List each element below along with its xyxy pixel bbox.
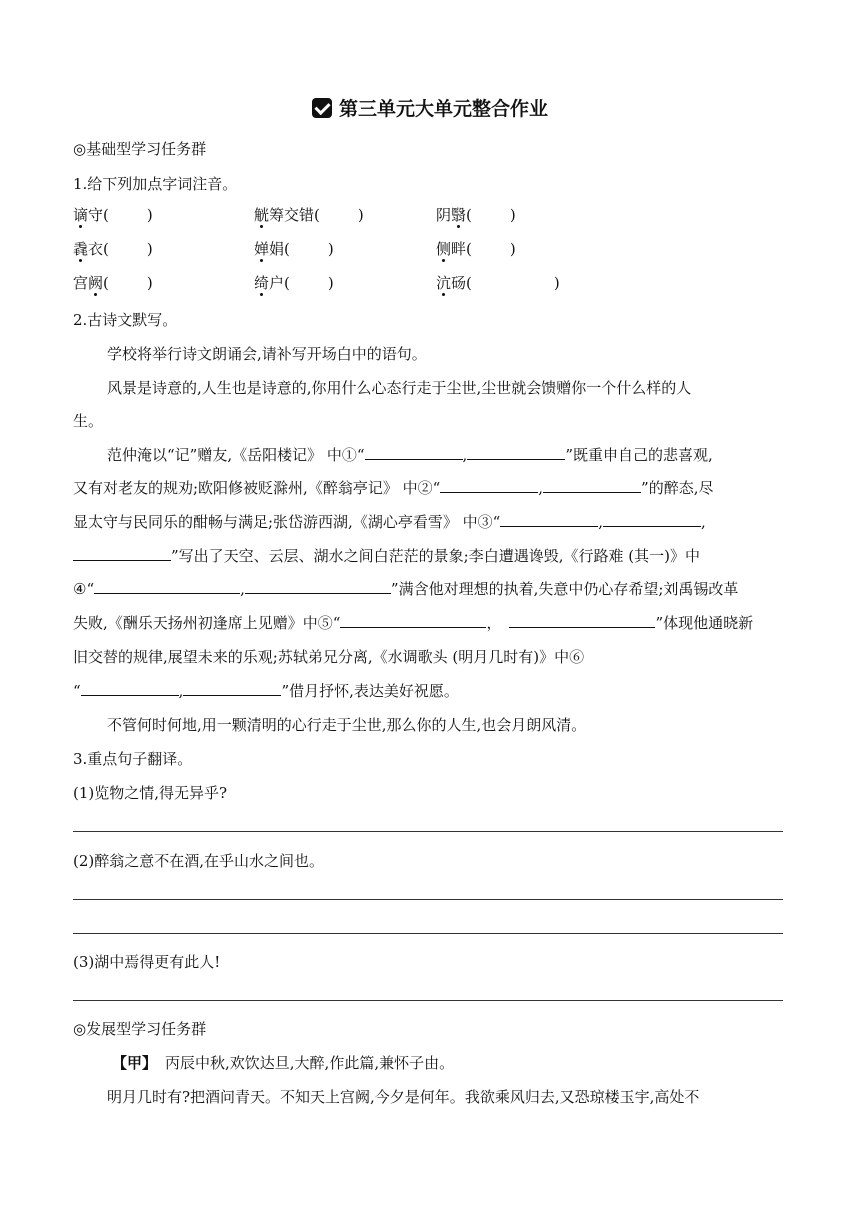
- q2-para-line: “ , ”借月抒怀,表达美好祝愿。: [73, 682, 459, 700]
- answer-blank[interactable]: [509, 613, 655, 628]
- q2-intro: 学校将举行诗文朗诵会,请补写开场白中的语句。: [107, 345, 427, 363]
- pinyin-item: 觥筹交错( ): [254, 206, 364, 224]
- pinyin-item: 婵娟( ): [254, 240, 334, 258]
- pinyin-item: 侧畔( ): [436, 240, 516, 258]
- pinyin-item: 沆砀( ): [436, 274, 560, 292]
- answer-blank[interactable]: [365, 445, 463, 460]
- answer-blank[interactable]: [500, 512, 598, 527]
- answer-blank[interactable]: [340, 613, 486, 628]
- section-development-heading: ◎发展型学习任务群: [73, 1020, 207, 1038]
- answer-blank[interactable]: [603, 512, 701, 527]
- answer-blank[interactable]: [183, 681, 281, 696]
- answer-blank[interactable]: [543, 478, 641, 493]
- pinyin-item: 绮户( ): [254, 274, 334, 292]
- q2-para-line: 失败,《酬乐天扬州初逢席上见赠》中⑤“ ， ”体现他通晓新: [73, 614, 754, 632]
- answer-blank[interactable]: [245, 579, 391, 594]
- pinyin-item: 谪守( ): [73, 206, 153, 224]
- answer-blank[interactable]: [73, 546, 171, 561]
- q3-sentence-3: (3)湖中焉得更有此人!: [73, 953, 221, 971]
- q2-para-line: 又有对老友的规劝;欧阳修被贬滁州,《醉翁亭记》 中②“ , ”的醉态,尽: [73, 479, 714, 497]
- pinyin-item: 阴翳( ): [436, 206, 516, 224]
- q3-sentence-1: (1)览物之情,得无异乎?: [73, 784, 228, 802]
- q2-para-line: ”写出了天空、云层、湖水之间白茫茫的景象;李白遭遇谗毁,《行路难 (其一)》中: [73, 545, 700, 566]
- answer-blank[interactable]: [81, 681, 179, 696]
- section-basic-heading: ◎基础型学习任务群: [73, 140, 207, 158]
- answer-line[interactable]: [73, 933, 783, 934]
- answer-blank[interactable]: [94, 579, 240, 594]
- page-title: 第三单元大单元整合作业: [0, 94, 860, 121]
- q2-para-line: 旧交替的规律,展望未来的乐观;苏轼弟兄分离,《水调歌头 (明月几时有)》中⑥: [73, 648, 585, 666]
- q2-prompt: 2.古诗文默写。: [73, 311, 178, 329]
- q3-sentence-2: (2)醉翁之意不在酒,在乎山水之间也。: [73, 852, 325, 870]
- pinyin-item: 毳衣( ): [73, 240, 153, 258]
- q2-para-line: 生。: [73, 412, 104, 430]
- jia-text-line: 明月几时有?把酒问青天。不知天上宫阙,今夕是何年。我欲乘风归去,又恐琼楼玉宇,高处不: [107, 1088, 700, 1106]
- answer-blank[interactable]: [467, 445, 565, 460]
- answer-line[interactable]: [73, 899, 783, 900]
- q2-para-line: 显太守与民同乐的酣畅与满足;张岱游西湖,《湖心亭看雪》 中③“ , ,: [73, 513, 706, 531]
- jia-label: 【甲】: [112, 1054, 158, 1072]
- checkbox-icon: [312, 98, 332, 118]
- answer-blank[interactable]: [440, 478, 538, 493]
- pinyin-item: 宫阙( ): [73, 274, 153, 292]
- q2-para-line: ④“ , ”满含他对理想的执着,失意中仍心存希望;刘禹锡改革: [73, 580, 739, 598]
- q2-para-line: 风景是诗意的,人生也是诗意的,你用什么心态行走于尘世,尘世就会馈赠你一个什么样的人: [107, 379, 692, 397]
- jia-preface-line: 【甲】 丙辰中秋,欢饮达旦,大醉,作此篇,兼怀子由。: [112, 1054, 455, 1072]
- q2-closing: 不管何时何地,用一颗清明的心行走于尘世,那么你的人生,也会月朗风清。: [107, 716, 587, 734]
- q3-prompt: 3.重点句子翻译。: [73, 750, 193, 768]
- q1-prompt: 1.给下列加点字词注音。: [73, 175, 238, 193]
- q2-para-line: 范仲淹以“记”赠友,《岳阳楼记》 中①“ , ”既重申自己的悲喜观,: [107, 446, 713, 464]
- answer-line[interactable]: [73, 831, 783, 832]
- answer-line[interactable]: [73, 1000, 783, 1001]
